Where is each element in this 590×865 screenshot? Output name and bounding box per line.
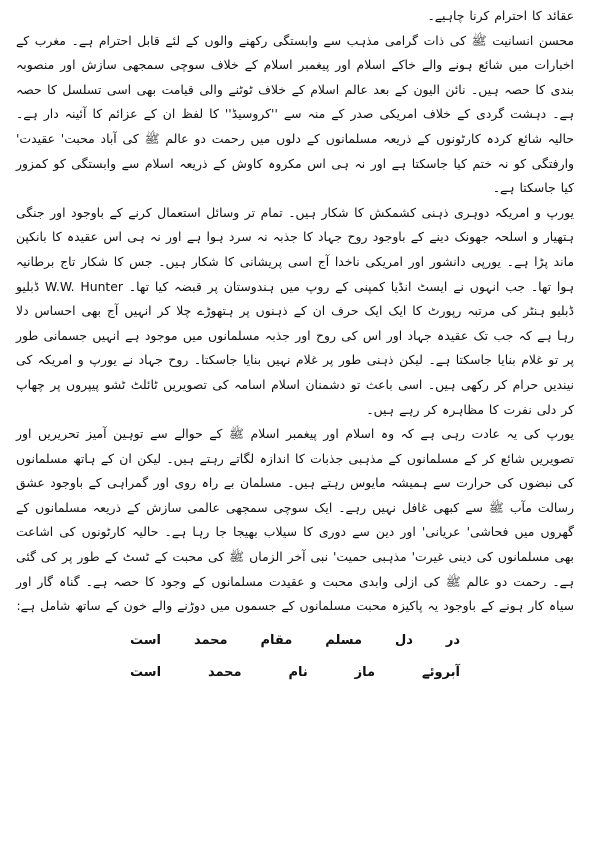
verse-word: دل xyxy=(394,632,413,648)
verse-word: ماز xyxy=(354,664,376,680)
paragraph-2: محسن انسانیت ﷺ کی ذات گرامی مذہب سے وابستگی رکھنے والوں کے لئے قابل احترام ہے۔ مغرب کے اخبارات میں شائع ہونے والے خاکے اسلام اور پیغمبر اسلام کے خلاف سوچی سمجھی سازش اور منصوبہ بندی کا حصہ ہیں۔ نائن الیون کے بعد عالم اسلام کے خلاف ٹوٹنے والی قیامت بھی اسی تسلسل کا حصہ ہے۔ دہشت گردی کے خلاف امریکی صدر کے منہ سے ''کروسیڈ'' کا لفظ ان کے عزائم کا آئینہ دار ہے۔ حالیہ شائع کردہ کارٹونوں کے ذریعہ مسلمانوں کے دلوں میں رحمت دو عالم ﷺ کی آباد محبت' عقیدت' وارفتگی کو نہ ختم کیا جاسکتا ہے اور نہ ہی اس مکروہ کاوش کے ذریعہ اسلام سے وابستگی کو کمزور کیا جاسکتا ہے۔ xyxy=(16,32,574,196)
verse-word: نام xyxy=(288,664,308,680)
paragraph-3: یورپ و امریکہ دوہری ذہنی کشمکش کا شکار ہیں۔ تمام تر وسائل استعمال کرنے کے باوجود اور جنگی ہتھیار و اسلحہ جھونک دینے کے باوجود روح جہاد کا جذبہ نہ سرد ہوا ہے اور نہ ہی اس عقیدہ کا بانکپن ماند پڑا ہے۔ یورپی دانشور اور امریکی ناخدا آج اسی پریشانی کا شکار ہیں۔ جس کا شکار تاج برطانیہ ہوا تھا۔ جب انہوں نے ایسٹ انڈیا کمپنی کے روپ میں ہندوستان پر قبضہ کیا تھا۔ W.W. Hunter ڈبلیو ڈبلیو ہنٹر کی مرتبہ رپورٹ کا ایک ایک حرف ان کے ذہنوں پر ہتھوڑے چلا کر انہیں آج بھی احساس دلا رہا ہے کہ جب تک عقیدہ جہاد اور اس کی روح اور جذبہ مسلمانوں میں موجود ہے انہیں جسمانی طور پر تو غلام بنایا جاسکتا ہے۔ لیکن ذہنی طور پر غلام نہیں بنایا جاسکتا۔ روح جہاد نے یورپ و امریکہ کی نیندیں حرام کر رکھی ہیں۔ اسی باعث تو دشمنان اسلام اسامہ کی تصویریں ٹائلٹ ٹشو پیپروں پر چھاپ کر دلی نفرت کا مظاہرہ کر رہے ہیں۔ xyxy=(16,204,574,417)
verse-word: آبروئے xyxy=(421,664,460,680)
verse-word: محمد xyxy=(193,632,228,648)
verse-word: در xyxy=(445,632,460,648)
verse-word: است xyxy=(130,632,162,648)
verse-word: است xyxy=(130,664,162,680)
article-body xyxy=(16,4,574,619)
couplet-line-1 xyxy=(130,625,460,657)
verse-word: مسلم xyxy=(325,632,363,648)
verse-word: محمد xyxy=(207,664,242,680)
persian-couplet xyxy=(16,625,574,689)
couplet-line-2 xyxy=(130,657,460,689)
paragraph-1: عقائد کا احترام کرنا چاہیے۔ xyxy=(427,8,574,23)
paragraph-4: یورپ کی یہ عادت رہی ہے کہ وہ اسلام اور پیغمبر اسلام ﷺ کے حوالے سے توہین آمیز تحریریں اور تصویریں شائع کر کے مسلمانوں کے مذہبی جذبات کا اندازہ لگاتے رہتے ہیں۔ لیکن ان کے ہاتھ مسلمانوں کی نبضوں کی حرارت سے ہمیشہ مایوس رہتے ہیں۔ مسلمان بے راہ روی اور گمراہی کے باوجود عشق رسالت مآب ﷺ سے کبھی غافل نہیں رہے۔ ایک سوچی سمجھی عالمی سازش کے ذریعہ مسلمانوں کے گھروں میں فحاشی' عریانی' اور دین سے دوری کا سیلاب بھیجا جا رہا ہے۔ حالیہ کارٹونوں کی اشاعت بھی مسلمانوں کی دینی غیرت' مذہبی حمیت' نبی آخر الزماں ﷺ کی محبت کے ٹسٹ کے طور پر کی گئی ہے۔ رحمت دو عالم ﷺ کی ازلی وابدی محبت و عقیدت مسلمانوں کے وجود کا حصہ ہے۔ گناہ گار اور سیاہ کار ہونے کے باوجود یہ پاکیزہ محبت مسلمانوں کے جسموں میں دوڑنے والے خون کے ساتھ شامل ہے: xyxy=(16,426,574,614)
verse-word: مقام xyxy=(260,632,293,648)
